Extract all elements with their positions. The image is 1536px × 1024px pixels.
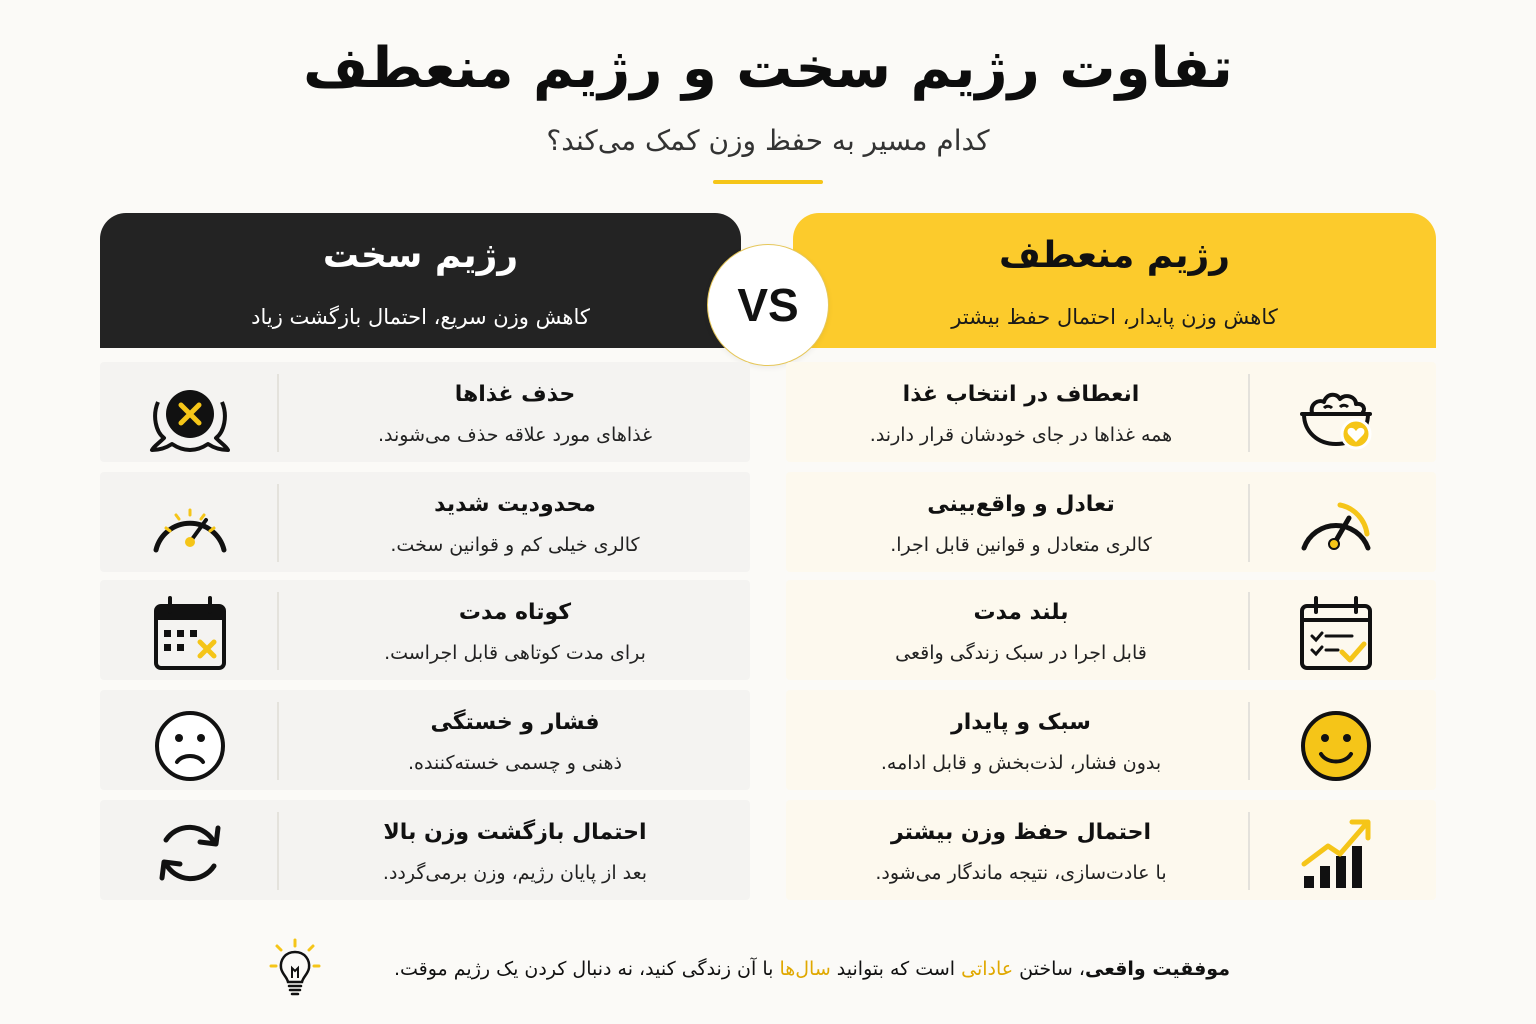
row-divider — [277, 812, 279, 890]
refresh-arrows-icon — [148, 810, 232, 894]
flexible-row — [786, 580, 1436, 680]
footer-lead: موفقیت واقعی — [1085, 958, 1230, 980]
row-description: برای مدت کوتاهی قابل اجراست. — [384, 642, 646, 664]
vs-badge: VS — [707, 244, 829, 366]
footer-text: است که بتوانید — [830, 958, 962, 980]
x-badge-icon — [148, 372, 232, 456]
row-divider — [277, 702, 279, 780]
strict-row — [100, 472, 750, 572]
row-title: محدودیت شدید — [434, 492, 596, 517]
flexible-diet-header — [793, 213, 1436, 348]
row-description: ذهنی و چسمی خسته‌کننده. — [408, 752, 622, 774]
flexible-diet-title: رژیم منعطف — [999, 235, 1230, 276]
row-title: کوتاه مدت — [458, 600, 572, 625]
row-divider — [1248, 702, 1250, 780]
smiley-face-icon — [1294, 700, 1378, 784]
flexible-row — [786, 800, 1436, 900]
row-title: سبک و پایدار — [951, 710, 1091, 735]
strict-row — [100, 362, 750, 462]
speedometer-icon — [148, 482, 232, 566]
footer-highlight: سال‌ها — [779, 958, 831, 980]
strict-row — [100, 690, 750, 790]
page-title: تفاوت رژیم سخت و رژیم منعطف — [303, 36, 1233, 101]
row-description: قابل اجرا در سبک زندگی واقعی — [895, 642, 1147, 664]
strict-row — [100, 580, 750, 680]
strict-diet-title: رژیم سخت — [322, 235, 519, 276]
strict-row — [100, 800, 750, 900]
calendar-check-icon — [1294, 590, 1378, 674]
strict-diet-subtitle: کاهش وزن سریع، احتمال بازگشت زیاد — [251, 305, 590, 329]
lightbulb-icon — [268, 938, 322, 1000]
gauge-icon — [1294, 482, 1378, 566]
calendar-x-icon — [148, 590, 232, 674]
row-divider — [1248, 484, 1250, 562]
row-title: فشار و خستگی — [430, 710, 600, 735]
flexible-row — [786, 690, 1436, 790]
row-divider — [1248, 592, 1250, 670]
row-divider — [277, 374, 279, 452]
row-description: با عادت‌سازی، نتیجه ماندگار می‌شود. — [875, 862, 1167, 884]
footer-text: ، ساختن — [1013, 958, 1085, 980]
footer-highlight: عاداتی — [961, 958, 1014, 980]
row-description: همه غذاها در جای خودشان قرار دارند. — [869, 424, 1173, 446]
growth-chart-icon — [1294, 810, 1378, 894]
sad-face-icon — [148, 700, 232, 784]
row-divider — [1248, 374, 1250, 452]
row-divider — [1248, 812, 1250, 890]
flexible-diet-subtitle: کاهش وزن پایدار، احتمال حفظ بیشتر — [951, 305, 1278, 329]
footer-text: با آن زندگی کنید، نه دنبال کردن یک رژیم موقت. — [393, 958, 780, 980]
salad-bowl-heart-icon — [1294, 372, 1378, 456]
row-description: بعد از پایان رژیم، وزن برمی‌گردد. — [382, 862, 648, 884]
row-title: تعادل و واقع‌بینی — [927, 492, 1115, 517]
row-title: احتمال حفظ وزن بیشتر — [890, 820, 1152, 845]
row-description: غذاهای مورد علاقه حذف می‌شوند. — [377, 424, 653, 446]
page-subtitle: کدام مسیر به حفظ وزن کمک می‌کند؟ — [546, 124, 990, 157]
flexible-row — [786, 362, 1436, 462]
row-title: انعطاف در انتخاب غذا — [902, 382, 1140, 407]
strict-diet-header — [100, 213, 741, 348]
footer-note — [320, 955, 1230, 991]
row-divider — [277, 484, 279, 562]
title-underline — [713, 180, 823, 184]
row-title: حذف غذاها — [454, 382, 576, 407]
row-description: کالری متعادل و قوانین قابل اجرا. — [890, 534, 1152, 556]
row-title: بلند مدت — [973, 600, 1069, 625]
flexible-row — [786, 472, 1436, 572]
row-divider — [277, 592, 279, 670]
row-title: احتمال بازگشت وزن بالا — [383, 820, 647, 845]
row-description: بدون فشار، لذت‌بخش و قابل ادامه. — [880, 752, 1162, 774]
row-description: کالری خیلی کم و قوانین سخت. — [390, 534, 640, 556]
